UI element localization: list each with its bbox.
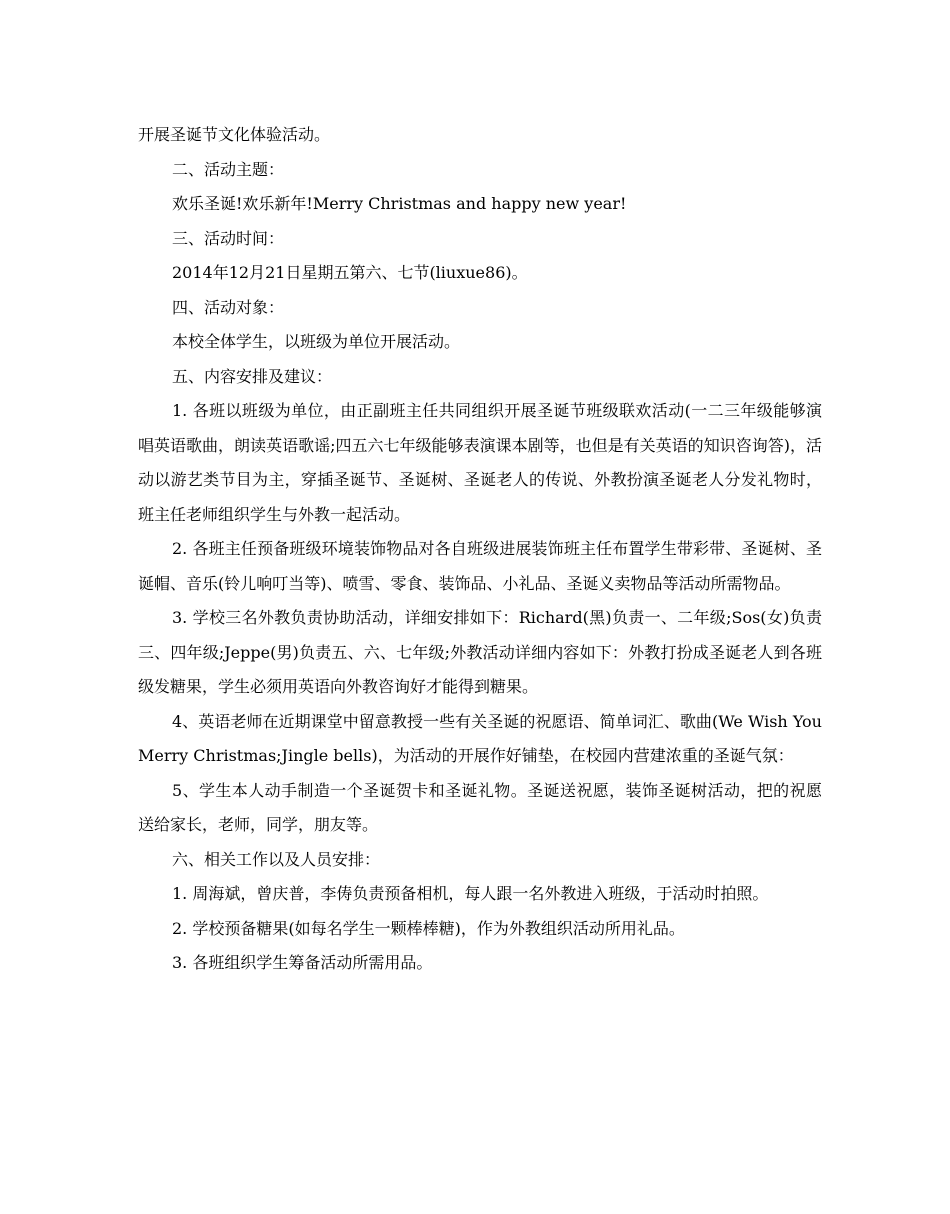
paragraph-arrangement-1: 1. 各班以班级为单位，由正副班主任共同组织开展圣诞节班级联欢活动(一二三年级能够演唱英语歌曲，朗读英语歌谣;四五六七年级能够表演课本剧等，也但是有关英语的知识咨询答)，活动以游艺类节目为主，穿插圣诞节、圣诞树、圣诞老人的传说、外教扮演圣诞老人分发礼物时，班主任老师组织学生与外教一起活动。 bbox=[138, 401, 822, 524]
heading-activity-theme: 二、活动主题： bbox=[172, 159, 285, 179]
paragraph-arrangement-5: 5、学生本人动手制造一个圣诞贺卡和圣诞礼物。圣诞送祝愿，装饰圣诞树活动，把的祝愿送给家长，老师，同学，朋友等。 bbox=[138, 780, 822, 834]
paragraph-activity-time: 2014年12月21日星期五第六、七节(liuxue86)。 bbox=[172, 263, 528, 282]
paragraph-staff-3: 3. 各班组织学生筹备活动所需用品。 bbox=[172, 953, 433, 972]
heading-activity-target: 四、活动对象： bbox=[172, 297, 285, 317]
heading-staff-arrangement: 六、相关工作以及人员安排： bbox=[172, 849, 381, 869]
paragraph-arrangement-4: 4、英语老师在近期课堂中留意教授一些有关圣诞的祝愿语、简单词汇、歌曲(We Wish You Merry Christmas;Jingle bells)，为活动的开展作好铺垫，在校园内营建浓重的圣诞气氛： bbox=[138, 711, 822, 765]
document-page bbox=[138, 118, 822, 981]
paragraph-intro-continuation: 开展圣诞节文化体验活动。 bbox=[138, 125, 331, 144]
paragraph-activity-theme: 欢乐圣诞!欢乐新年!Merry Christmas and happy new year! bbox=[172, 194, 627, 213]
heading-content-arrangement: 五、内容安排及建议： bbox=[172, 366, 333, 386]
heading-activity-time: 三、活动时间： bbox=[172, 228, 285, 248]
paragraph-arrangement-3: 3. 学校三名外教负责协助活动，详细安排如下：Richard(黑)负责一、二年级;Sos(女)负责三、四年级;Jeppe(男)负责五、六、七年级;外教活动详细内容如下：外教打扮成圣诞老人到各班级发糖果，学生必须用英语向外教咨询好才能得到糖果。 bbox=[138, 608, 822, 696]
paragraph-activity-target: 本校全体学生，以班级为单位开展活动。 bbox=[172, 332, 461, 351]
paragraph-staff-1: 1. 周海斌，曾庆普，李俦负责预备相机，每人跟一名外教进入班级，于活动时拍照。 bbox=[172, 884, 769, 903]
paragraph-arrangement-2: 2. 各班主任预备班级环境装饰物品对各自班级进展装饰班主任布置学生带彩带、圣诞树、圣诞帽、音乐(铃儿响叮当等)、喷雪、零食、装饰品、小礼品、圣诞义卖物品等活动所需物品。 bbox=[138, 539, 822, 593]
paragraph-staff-2: 2. 学校预备糖果(如每名学生一颗棒棒糖)，作为外教组织活动所用礼品。 bbox=[172, 918, 685, 938]
